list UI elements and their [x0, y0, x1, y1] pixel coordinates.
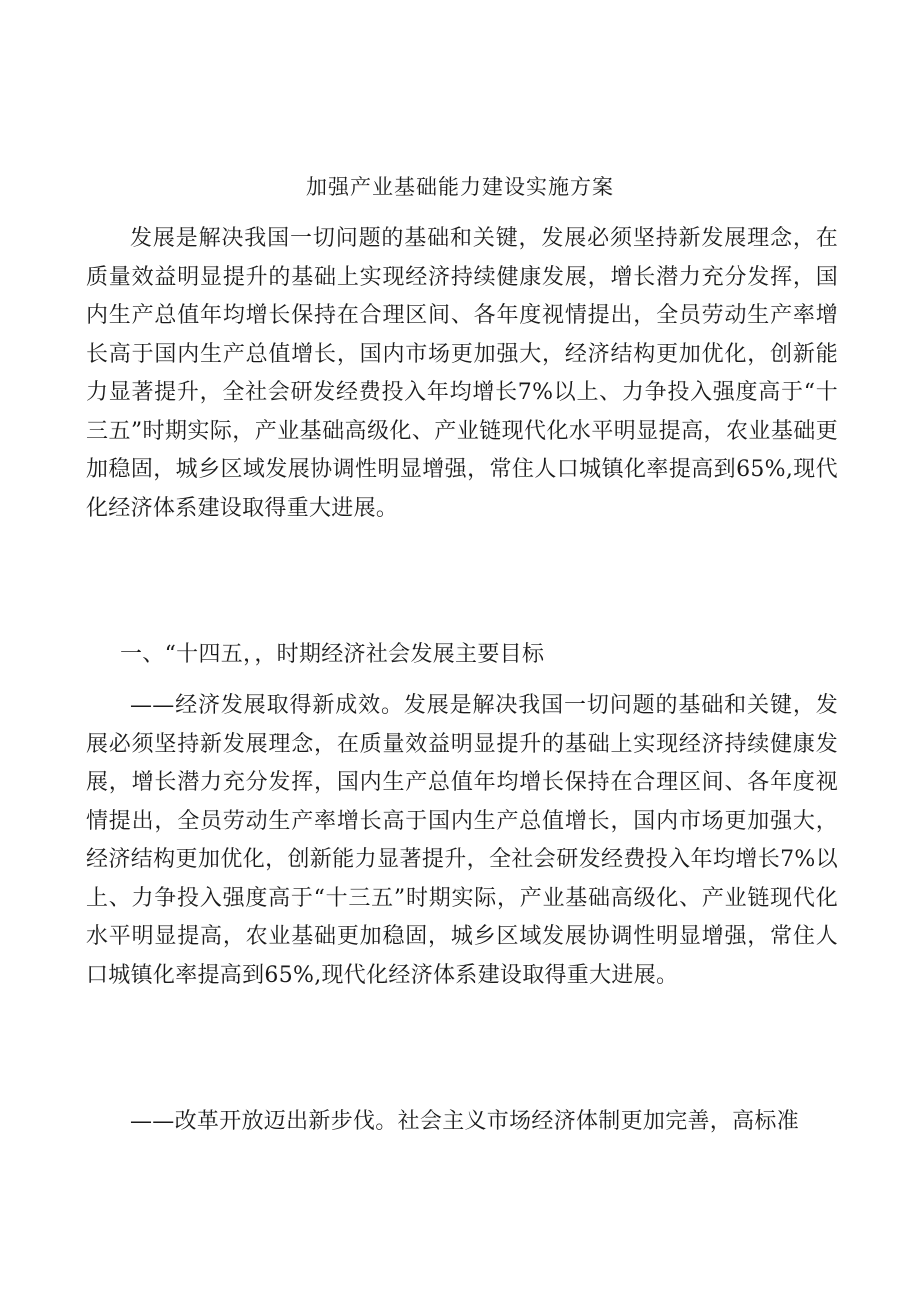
body-paragraph-reform-opening: ——改革开放迈出新步伐。社会主义市场经济体制更加完善，高标准 [130, 1109, 800, 1134]
document-title: 加强产业基础能力建设实施方案 [306, 175, 614, 199]
body-paragraph-intro: 发展是解决我国一切问题的基础和关键，发展必须坚持新发展理念，在质量效益明显提升的基础上实现经济持续健康发展，增长潜力充分发挥，国内生产总值年均增长保持在合理区间、各年度视情提出，全员劳动生产率增长高于国内生产总值增长，国内市场更加强大，经济结构更加优化，创新能力显著提升，全社会研发经费投入年均增长7%以上、力争投入强度高于“十三五”时期实际，产业基础高级化、产业链现代化水平明显提高，农业基础更加稳固，城乡区域发展协调性明显增强，常住人口城镇化率提高到65%,现代化经济体系建设取得重大进展。 [86, 226, 838, 521]
body-paragraph-economic-development: ——经济发展取得新成效。发展是解决我国一切问题的基础和关键，发展必须坚持新发展理念，在质量效益明显提升的基础上实现经济持续健康发展，增长潜力充分发挥，国内生产总值年均增长保持在合理区间、各年度视情提出，全员劳动生产率增长高于国内生产总值增长，国内市场更加强大，经济结构更加优化，创新能力显著提升，全社会研发经费投入年均增长7%以上、力争投入强度高于“十三五”时期实际，产业基础高级化、产业链现代化水平明显提高，农业基础更加稳固，城乡区域发展协调性明显增强，常住人口城镇化率提高到65%,现代化经济体系建设取得重大进展。 [86, 693, 838, 988]
section-heading-goals: 一、“十四五，，时期经济社会发展主要目标 [120, 642, 545, 667]
